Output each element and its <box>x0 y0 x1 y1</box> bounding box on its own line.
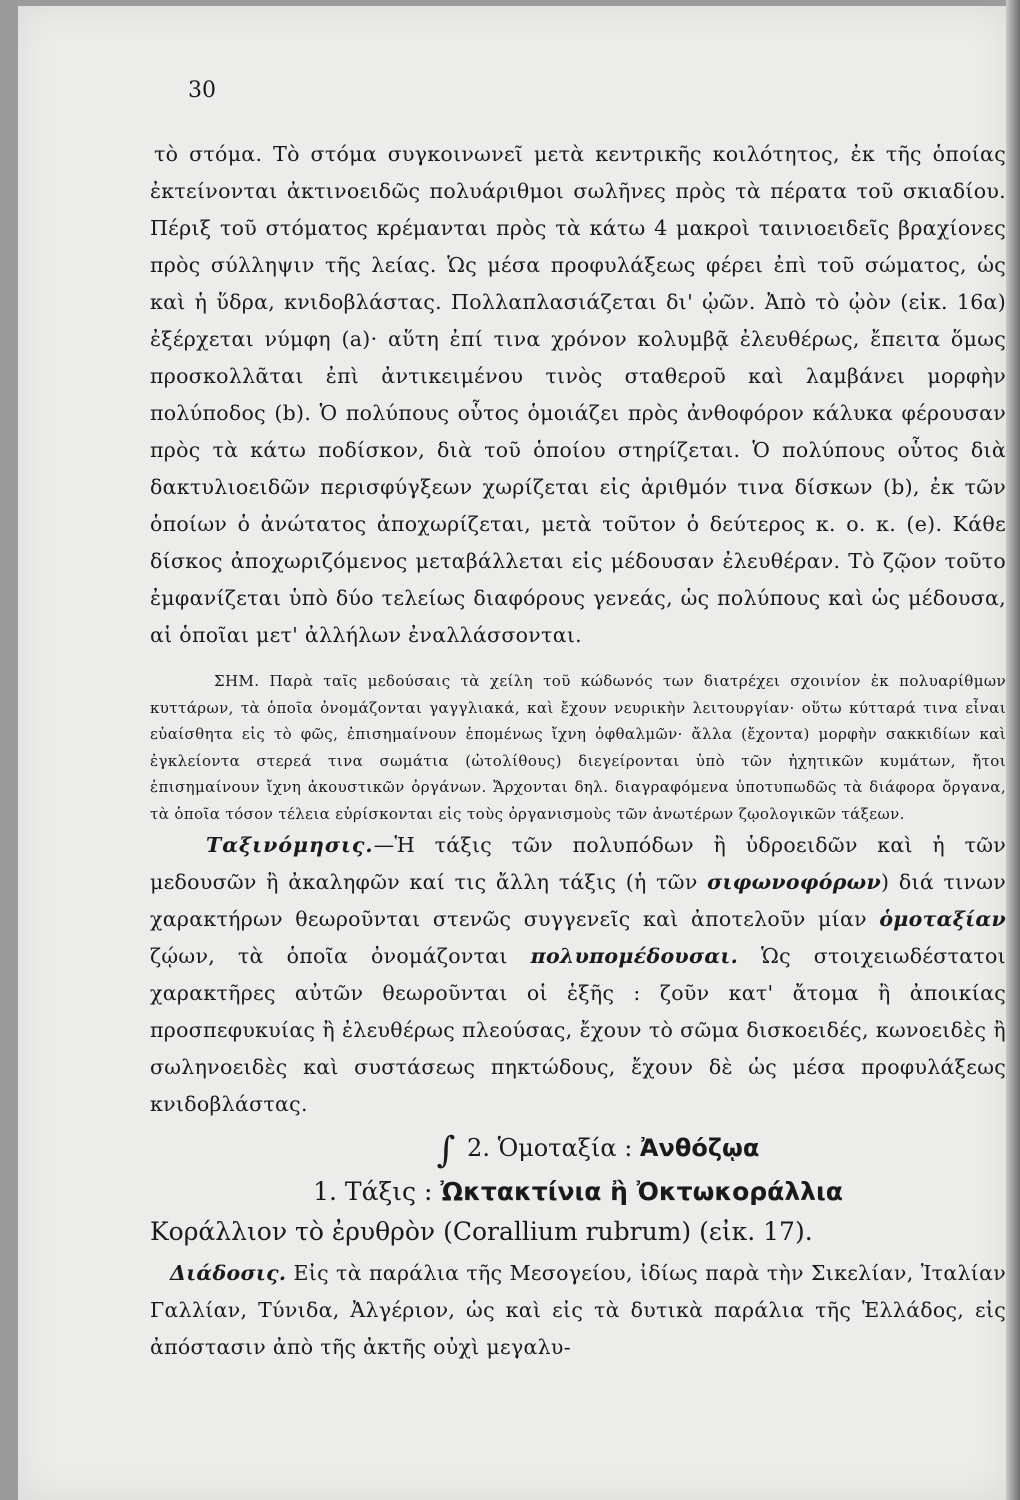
page-body <box>150 136 1006 1366</box>
classification-text-b: ) διά τινων χαρακτήρων θεωροῦνται στενῶς συγγενεῖς καὶ ἀποτελοῦν μίαν <box>150 870 1006 931</box>
class-heading-title: Ἀνθόζῳα <box>639 1134 760 1162</box>
classification-text-d: Ὡς στοιχειωδέστατοι χαρακτῆρες αὐτῶν θεωροῦνται οἱ ἑξῆς : ζοῦν κατ' ἄτομα ἢ ἀποικίας προσπεφυκυίας ἢ ἐλευθέρως πλεούσας, ἔχουν τὸ σῶμα δισκοειδές, κωνοειδὲς ἢ σωληνοειδὲς καὶ συστάσεως πηκτώδους, ἔχουν δὲ ὡς μέσα προφυλάξεως κνιδοβλάστας. <box>150 944 1006 1116</box>
section-heading-class <box>150 1129 1006 1171</box>
distribution-runin: Διάδοσις. <box>170 1261 287 1285</box>
page-edge-shadow <box>1006 0 1020 1500</box>
order-heading-title: Ὠκτακτίνια ἢ Ὀκτωκοράλλια <box>440 1177 843 1206</box>
species-heading: Κοράλλιον τὸ ἐρυθρὸν (Corallium rubrum) (εἰκ. 17). <box>150 1217 813 1246</box>
paragraph-distribution <box>150 1255 1006 1366</box>
order-heading-number: 1. Τάξις : <box>313 1177 433 1206</box>
polypomedusae-term: πολυπομέδουσαι. <box>530 944 739 968</box>
section-heading-order <box>150 1173 1006 1211</box>
class-term: ὁμοταξίαν <box>879 907 1006 931</box>
distribution-text: Εἰς τὰ παράλια τῆς Μεσογείου, ἰδίως παρὰ τὴν Σικελίαν, Ἰταλίαν Γαλλίαν, Τύνιδα, Ἀλγέριον, ὡς καὶ εἰς τὰ δυτικὰ παράλια τῆς Ἑλλάδος, εἰς ἀπόστασιν ἀπὸ τῆς ἀκτῆς οὐχὶ μεγαλυ- <box>150 1261 1006 1359</box>
paragraph-classification <box>150 827 1006 1123</box>
classification-text-c: ζῴων, τὰ ὁποῖα ὀνομάζονται <box>150 944 531 968</box>
page-number: 30 <box>188 78 216 103</box>
note-paragraph: ΣΗΜ. Παρὰ ταῖς μεδούσαις τὰ χείλη τοῦ κώδωνός των διατρέχει σχοινίον ἐκ πολυαρίθμων κυττάρων, τὰ ὁποῖα ὀνομάζονται γαγγλιακά, καὶ ἔχουν νευρικὴν λειτουργίαν· οὕτω κύτταρά τινα εἶναι εὐαίσθητα εἰς τὸ φῶς, ἐπισημαίνουν ἑπομένως ἴχνη ὀφθαλμῶν· ἄλλα (ἔχοντα) μορφὴν σακκιδίων καὶ ἐγκλείοντα στερεά τινα σωμάτια (ὠτολίθους) διεγείρονται ὑπὸ τῶν ἠχητικῶν κυμάτων, ἤτοι ἐπισημαίνουν ἴχνη ἀκουστικῶν ὀργάνων. Ἄρχονται δηλ. διαγραφόμενα ὑποτυπωδῶς τὰ διάφορα ὄργανα, τὰ ὁποῖα τόσον τέλεια εὑρίσκονται εἰς τοὺς ὀργανισμοὺς τῶν ἀνωτέρων ζῳολογικῶν τάξεων. <box>150 672 1006 823</box>
handwritten-mark: ∫ <box>436 1130 456 1171</box>
paragraph-medusa-description: τὸ στόμα. Τὸ στόμα συγκοινωνεῖ μετὰ κεντρικῆς κοιλότητος, ἐκ τῆς ὁποίας ἐκτείνονται ἀκτινοειδῶς πολυάριθμοι σωλῆνες πρὸς τὰ πέρατα τοῦ σκιαδίου. Πέριξ τοῦ στόματος κρέμανται πρὸς τὰ κάτω 4 μακροὶ ταινιοειδεῖς βραχίονες πρὸς σύλληψιν τῆς λείας. Ὡς μέσα προφυλάξεως φέρει ἐπὶ τοῦ σώματος, ὡς καὶ ἡ ὕδρα, κνιδοβλάστας. Πολλαπλασιάζεται δι' ᾠῶν. Ἀπὸ τὸ ᾠὸν (εἰκ. 16α) ἐξέρχεται νύμφη (a)· αὕτη ἐπί τινα χρόνον κολυμβᾷ ἐλευθέρως, ἔπειτα ὅμως προσκολλᾶται ἐπὶ ἀντικειμένου τινὸς σταθεροῦ καὶ λαμβάνει μορφὴν πολύποδος (b). Ὁ πολύπους οὗτος ὁμοιάζει πρὸς ἀνθοφόρον κάλυκα φέρουσαν πρὸς τὰ κάτω ποδίσκον, διὰ τοῦ ὁποίου στηρίζεται. Ὁ πολύπους οὗτος διὰ δακτυλιοειδῶν περισφύγξεων χωρίζεται εἰς ἀριθμόν τινα δίσκων (b), ἐκ τῶν ὁποίων ὁ ἀνώτατος ἀποχωρίζεται, μετὰ τοῦτον ὁ δεύτερος κ. ο. κ. (e). Κάθε δίσκος ἀποχωριζόμενος μεταβάλλεται εἰς μέδουσαν ἐλευθέραν. Τὸ ζῷον τοῦτο ἐμφανίζεται ὑπὸ δύο τελείως διαφόρους γενεάς, ὡς πολύπους καὶ ὡς μέδουσα, αἱ ὁποῖαι μετ' ἀλλήλων ἐναλλάσσονται. <box>150 142 1006 647</box>
class-heading-number: 2. Ὁμοταξία : <box>467 1134 633 1162</box>
book-page <box>18 6 1008 1500</box>
classification-runin: Ταξινόμησις. <box>206 833 374 857</box>
classification-text-a: —Ἡ τάξις τῶν πολυπόδων ἢ ὑδροειδῶν καὶ ἡ τῶν μεδουσῶν ἢ ἀκαληφῶν καί τις ἄλλη τάξις (ἡ τῶν <box>150 833 1006 894</box>
siphonophores-term: σιφωνοφόρων <box>707 870 882 894</box>
